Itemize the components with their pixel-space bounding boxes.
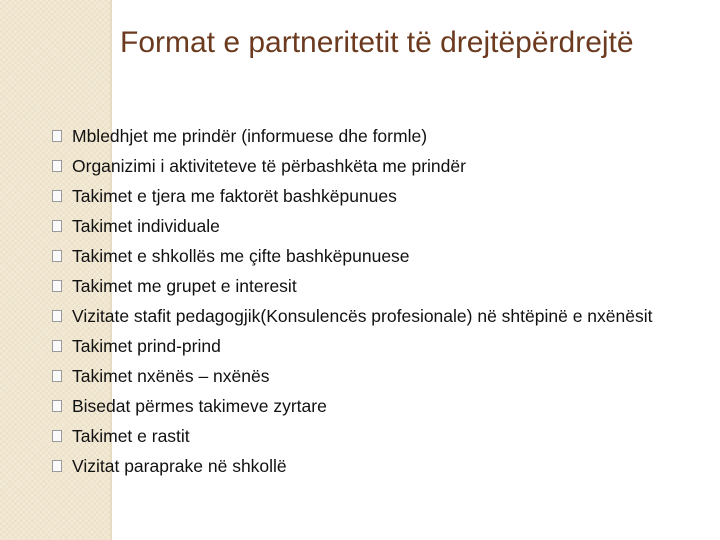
bullet-text: Vizitate stafit pedagogjik(Konsulencës profesionale) në shtëpinë e nxënësit xyxy=(72,306,653,326)
bullet-item xyxy=(52,421,672,451)
bullet-item xyxy=(52,361,672,391)
square-placeholder-icon xyxy=(52,460,62,472)
bullet-item xyxy=(52,211,672,241)
bullet-item xyxy=(52,331,672,361)
bullet-text: Takimet e tjera me faktorët bashkëpunues xyxy=(72,186,397,206)
bullet-text: Bisedat përmes takimeve zyrtare xyxy=(72,396,327,416)
bullet-text: Mbledhjet me prindër (informuese dhe formle) xyxy=(72,126,428,146)
bullet-item xyxy=(52,391,672,421)
square-placeholder-icon xyxy=(52,190,62,202)
square-placeholder-icon xyxy=(52,310,62,322)
bullet-item xyxy=(52,181,672,211)
bullet-list xyxy=(52,121,672,481)
bullet-text: Vizitat paraprake në shkollë xyxy=(72,456,287,476)
bullet-text: Organizimi i aktiviteteve të përbashkëta me prindër xyxy=(72,156,466,176)
square-placeholder-icon xyxy=(52,160,62,172)
bullet-text: Takimet nxënës – nxënës xyxy=(72,366,270,386)
bullet-item xyxy=(52,301,672,331)
bullet-item xyxy=(52,271,672,301)
square-placeholder-icon xyxy=(52,370,62,382)
square-placeholder-icon xyxy=(52,340,62,352)
square-placeholder-icon xyxy=(52,400,62,412)
square-placeholder-icon xyxy=(52,280,62,292)
square-placeholder-icon xyxy=(52,430,62,442)
bullet-text: Takimet me grupet e interesit xyxy=(72,276,297,296)
bullet-item xyxy=(52,151,672,181)
square-placeholder-icon xyxy=(52,220,62,232)
bullet-text: Takimet e shkollës me çifte bashkëpunuese xyxy=(72,246,410,266)
square-placeholder-icon xyxy=(52,130,62,142)
bullet-item xyxy=(52,451,672,481)
bullet-text: Takimet individuale xyxy=(72,216,220,236)
bullet-text: Takimet prind-prind xyxy=(72,336,221,356)
bullet-item xyxy=(52,121,672,151)
bullet-item xyxy=(52,241,672,271)
square-placeholder-icon xyxy=(52,250,62,262)
bullet-text: Takimet e rastit xyxy=(72,426,190,446)
slide-title: Format e partneritetit të drejtëpërdrejtë xyxy=(120,26,634,59)
